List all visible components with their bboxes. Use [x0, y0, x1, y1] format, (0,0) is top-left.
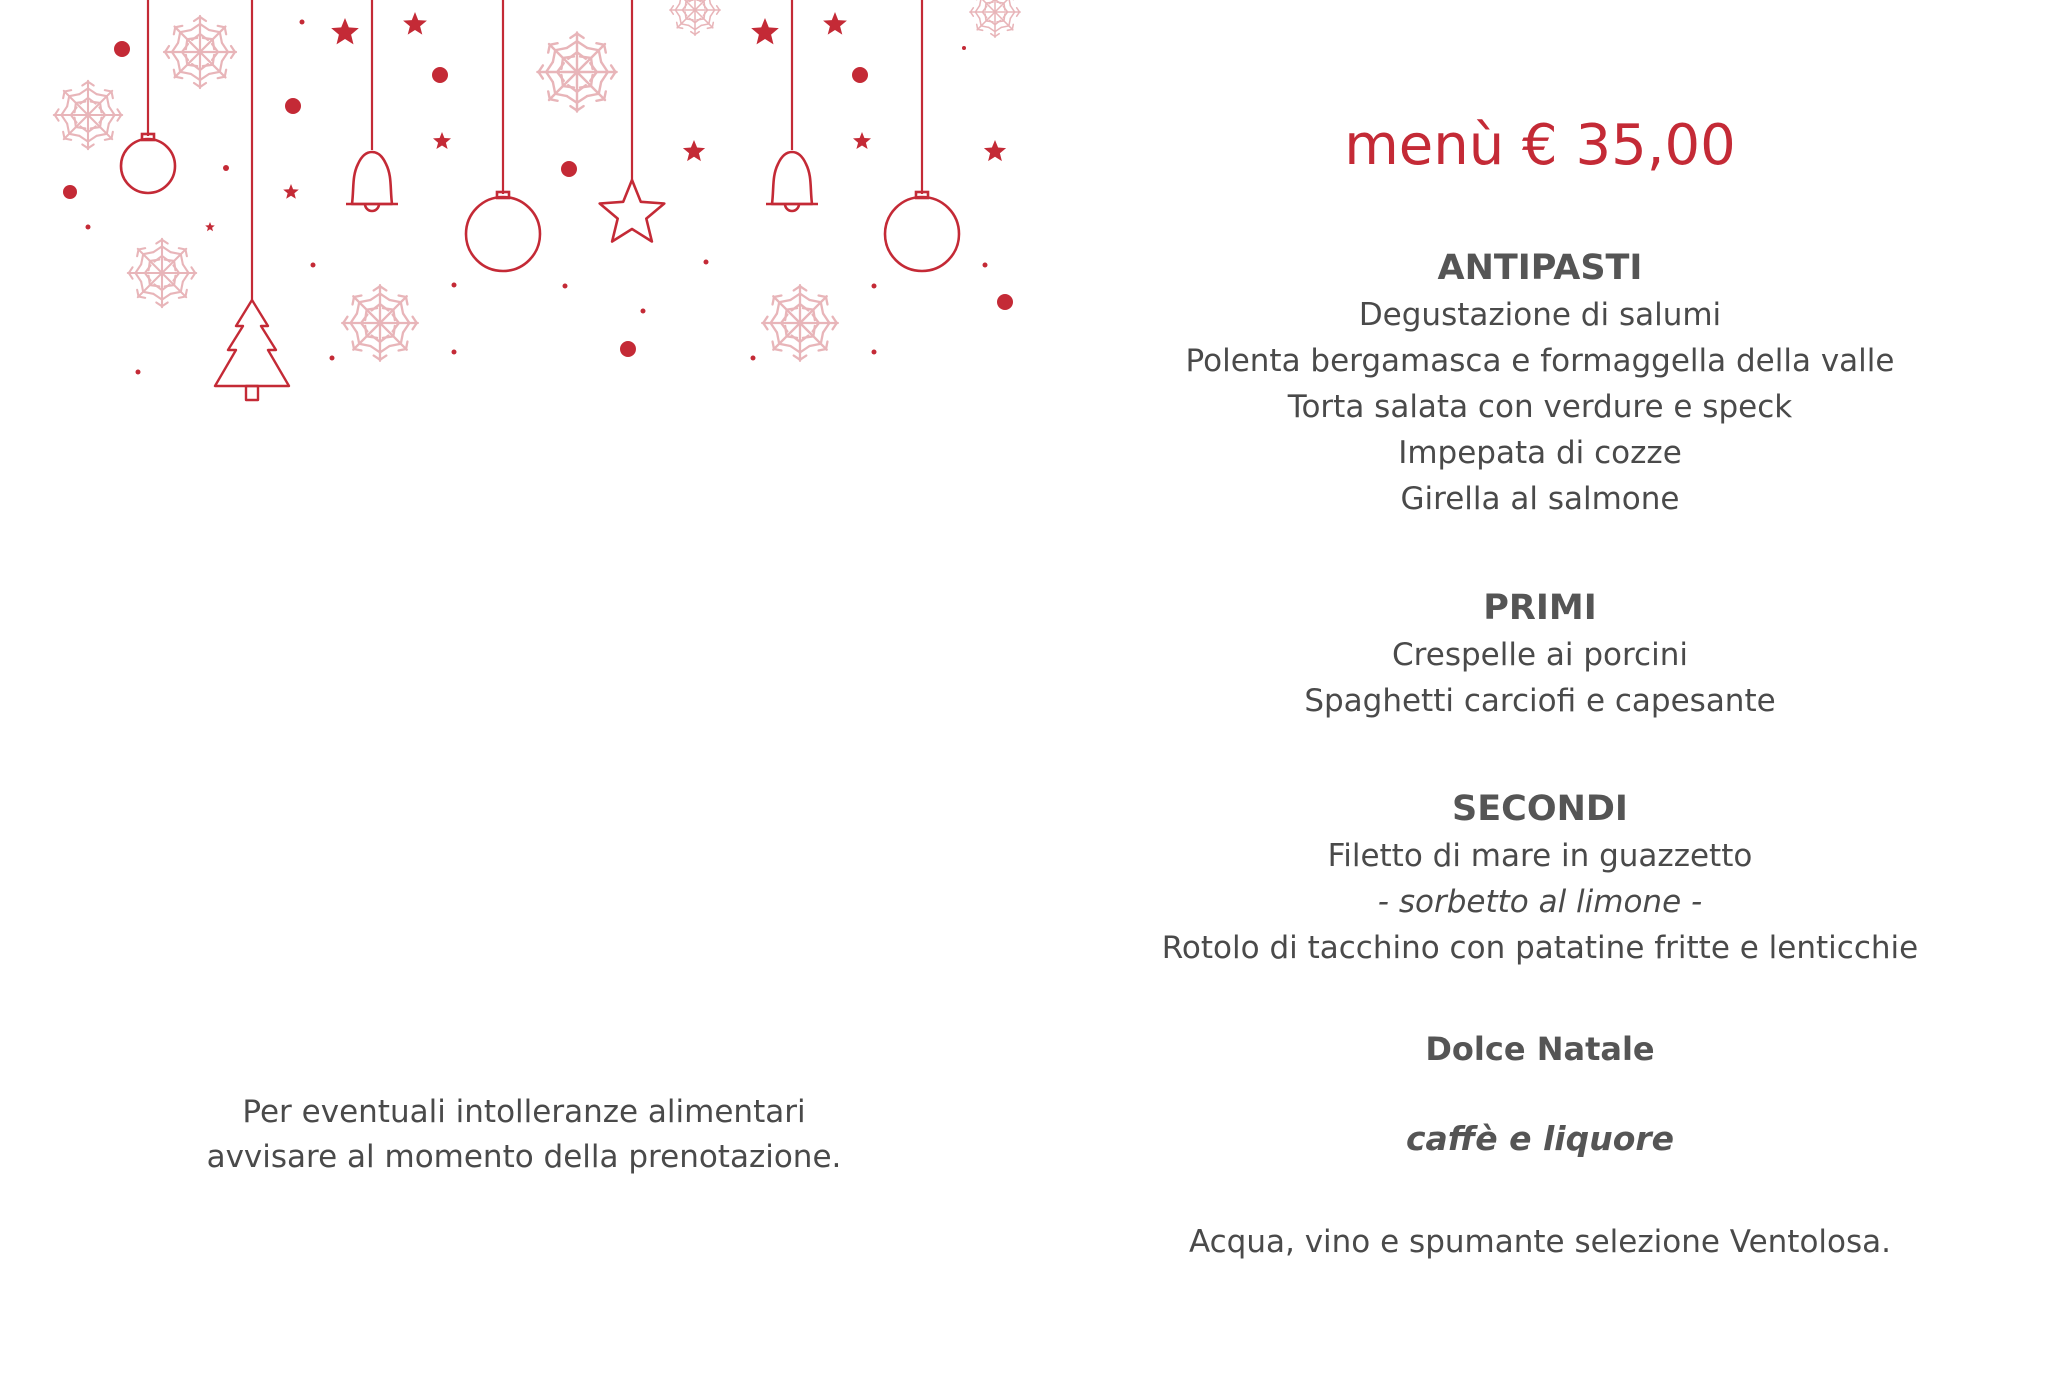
star-icon	[283, 184, 299, 199]
snowflake-icon	[670, 0, 720, 35]
snowflake-icon	[128, 239, 196, 307]
star-icon	[823, 12, 847, 35]
coffee-liqueur: caffè e liquore	[1405, 1119, 1675, 1158]
drinks-note: Acqua, vino e spumante selezione Ventolosa.	[1188, 1224, 1892, 1260]
menu-item: Filetto di mare in guazzetto	[1327, 838, 1753, 874]
star-icon	[403, 12, 427, 35]
snowflake-icon	[537, 32, 616, 111]
menu-item: Spaghetti carciofi e capesante	[1304, 683, 1776, 719]
section-antipasti	[1140, 244, 1940, 522]
section-secondi	[1140, 785, 1940, 971]
ornament-ball-icon	[885, 192, 959, 271]
allergy-note	[0, 1090, 1048, 1180]
star-icon	[751, 18, 779, 44]
section-title: ANTIPASTI	[1437, 248, 1643, 288]
ornament-ball-icon	[121, 134, 175, 193]
section-title: SECONDI	[1452, 789, 1628, 829]
menu-item-sorbet: - sorbetto al limone -	[1377, 884, 1703, 920]
dessert: Dolce Natale	[1425, 1030, 1655, 1068]
star-icon	[433, 132, 451, 149]
section-primi	[1140, 584, 1940, 724]
menu-item: Degustazione di salumi	[1358, 297, 1722, 333]
bell-icon	[766, 152, 818, 211]
snowflake-icon	[762, 285, 838, 361]
star-icon	[853, 132, 871, 149]
snowflake-icon	[970, 0, 1020, 37]
menu-item: Rotolo di tacchino con patatine fritte e lenticchie	[1161, 930, 1919, 966]
allergy-note-line: avvisare al momento della prenotazione.	[206, 1139, 842, 1175]
menu-item: Torta salata con verdure e speck	[1287, 389, 1793, 425]
christmas-tree-icon	[215, 300, 289, 400]
star-icon	[984, 140, 1006, 161]
star-icon	[331, 18, 359, 44]
menu-price: menù € 35,00	[1344, 113, 1736, 178]
menu-item: Impepata di cozze	[1398, 435, 1682, 471]
star-icon	[205, 222, 215, 231]
star-icon	[600, 180, 665, 242]
section-title: PRIMI	[1483, 588, 1597, 628]
bell-icon	[346, 152, 398, 211]
allergy-note-line: Per eventuali intolleranze alimentari	[242, 1094, 806, 1130]
star-icon	[683, 140, 705, 161]
snowflake-icon	[54, 81, 122, 149]
menu-item: Crespelle ai porcini	[1392, 637, 1688, 673]
menu-item: Girella al salmone	[1400, 481, 1680, 517]
ornament-ball-icon	[466, 192, 540, 271]
snowflake-icon	[342, 285, 418, 361]
menu-item: Polenta bergamasca e formaggella della valle	[1185, 343, 1895, 379]
christmas-decoration	[0, 0, 1040, 420]
snowflake-icon	[164, 16, 236, 88]
